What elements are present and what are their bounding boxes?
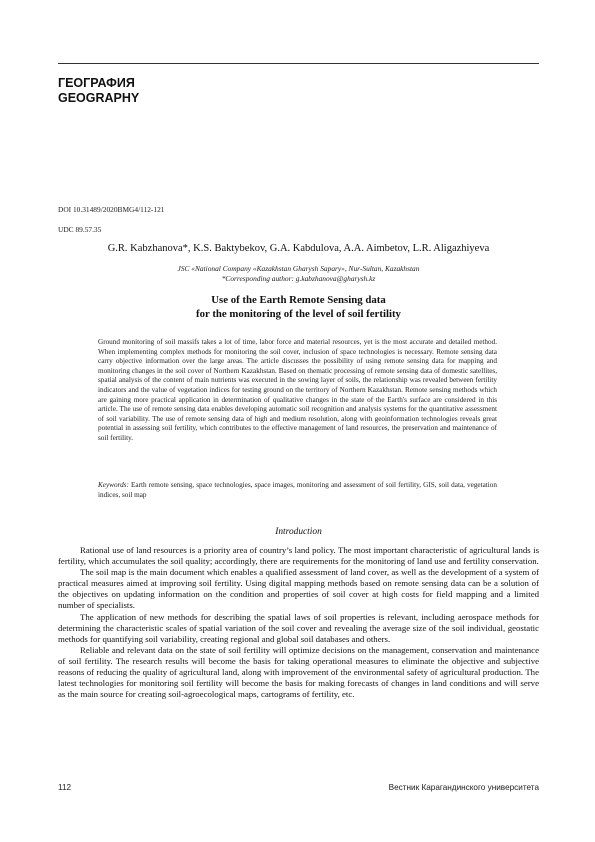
abstract: Ground monitoring of soil massifs takes a lot of time, labor force and material resources, yet is the most accurate and detailed method. When implementing complex methods for monitoring the soil cover, inclusion of space technologies is necessary. Remote sensing data carry objective information over the large areas. The article discusses the possibility of using remote sensing data for mapping and monitoring changes in the soil cover of Northern Kazakhstan. Based on thematic processing of remote sensing data of domestic satellites, spatial analysis of the content of main nutrients was executed in the sowing layer of soils, the relationship was revealed between fertility indicators and the value of vegetation indices for testing ground on the territory of Northern Kazakhstan. Remote sensing methods which are gaining more practical application in determination of qualitative changes in the state of the Earth's surface are considered in this article. The use of remote sensing data enables developing automatic soil recognition and analysis systems for the quantitative assessment of soil variability. The use of remote sensing data of high and medium resolution, along with geoinformation technologies reveals great potential in assessing soil fertility, which contributes to the effective management of land resources, the preservation and maintenance of soil fertility. [98, 338, 497, 442]
journal-name: Вестник Карагандинского университета [388, 783, 539, 792]
body-text [58, 545, 539, 700]
article-title-line-1: Use of the Earth Remote Sensing data [211, 294, 386, 306]
page-number: 112 [58, 783, 72, 792]
affiliation: JSC «National Company «Kazakhstan Gharysh Sapary», Nur-Sultan, Kazakhstan [177, 264, 420, 273]
section-heading [58, 76, 139, 106]
paragraph: The soil map is the main document which enables a qualified assessment of land cover, as well as the development of a system of practical measures aimed at improving soil fertility. Using digital mapping methods based on remote sensing data can be a solution of the objectives on updating information on the condition and properties of soil cover at high costs for field mapping and a limited number of specialists. [58, 567, 539, 611]
keywords [98, 481, 497, 500]
section-title-ru: ГЕОГРАФИЯ [58, 76, 135, 90]
corresponding-author: *Corresponding author: g.kabzhanova@gharysh.kz [221, 274, 376, 283]
author-list: G.R. Kabzhanova*, K.S. Baktybekov, G.A. Kabdulova, A.A. Aimbetov, L.R. Aligazhiyeva [107, 243, 490, 254]
paragraph: Rational use of land resources is a priority area of country’s land policy. The most important characteristic of agricultural lands is fertility, which accumulates the soil quality; accordingly, there are requirements for the monitoring of land use and fertility conservation. [58, 545, 539, 567]
introduction-heading: Introduction [275, 527, 322, 537]
article-title [58, 293, 539, 321]
doi: DOI 10.31489/2020BMG4/112-121 [58, 205, 165, 214]
article-title-line-2: for the monitoring of the level of soil fertility [196, 308, 401, 320]
paragraph: Reliable and relevant data on the state of soil fertility will optimize decisions on the management, conservation and maintenance of soil fertility. The research results will become the basis for taking operational measures to eliminate the objective and subjective reasons of reducing the quality of agricultural land, along with improvement of the environmental safety of agricultural production. The latest technologies for monitoring soil fertility will become the basis for making forecasts of changes in land conditions and will serve as the main source for creating soil-agroecological maps, cartograms of fertility, etc. [58, 644, 539, 700]
paragraph: The application of new methods for describing the spatial laws of soil properties is relevant, including aerospace methods for determining the characteristic scales of spatial variation of the soil cover and revealing the average size of the soil individual, geostatic methods for quantifying soil variability, creating regional and global soil databases and others. [58, 611, 539, 644]
keywords-label: Keywords: [98, 481, 129, 489]
keywords-text: Earth remote sensing, space technologies, space images, monitoring and assessment of soil fertility, GIS, soil data, vegetation indices, soil map [98, 481, 497, 499]
header-rule [58, 63, 539, 64]
udc: UDC 89.57.35 [58, 225, 102, 234]
section-title-en: GEOGRAPHY [58, 91, 140, 105]
